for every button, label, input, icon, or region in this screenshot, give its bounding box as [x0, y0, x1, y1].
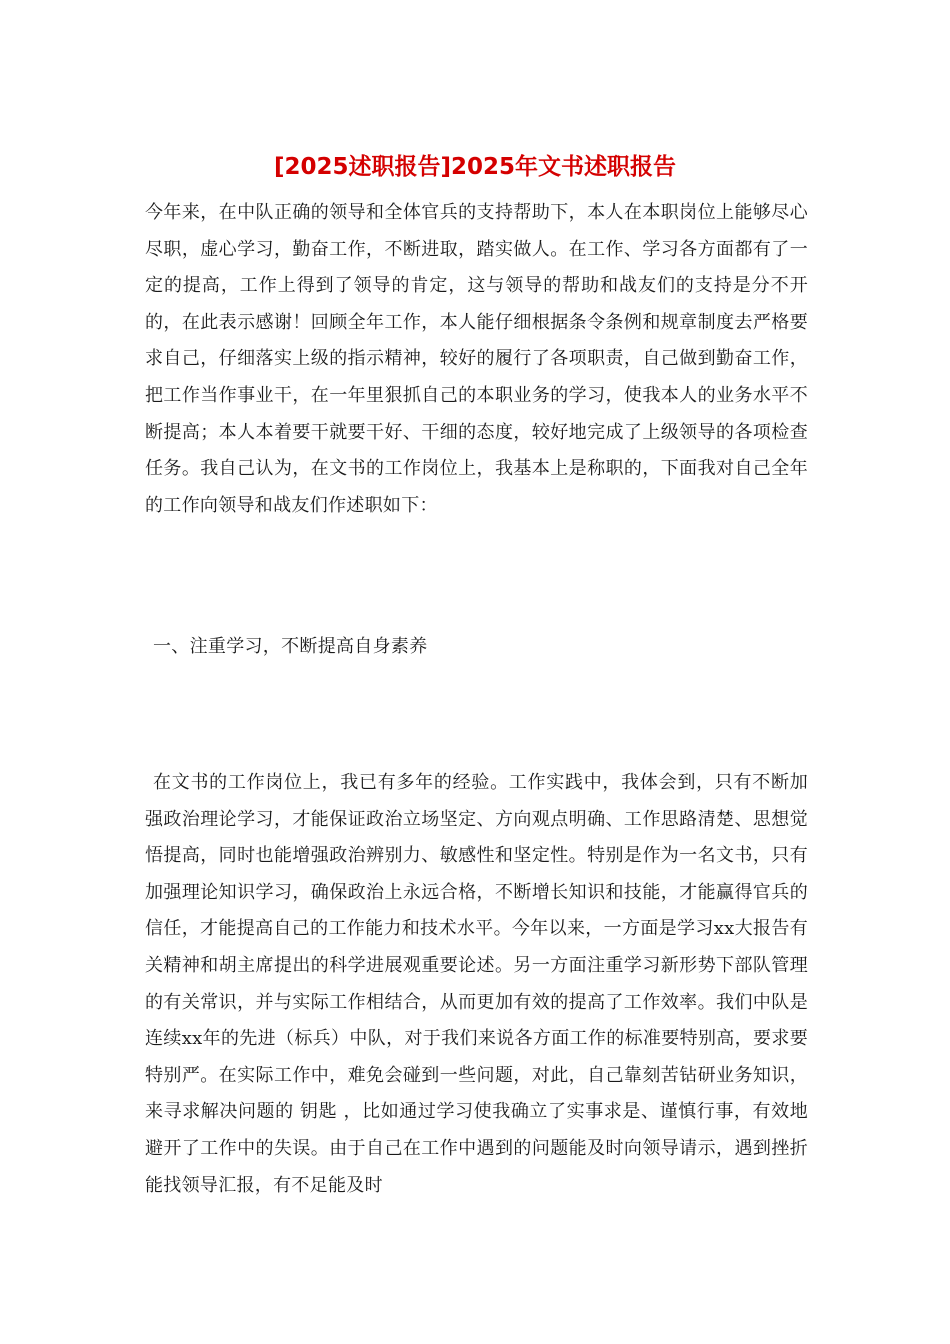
intro-paragraph: 今年来，在中队正确的领导和全体官兵的支持帮助下，本人在本职岗位上能够尽心尽职，虚心学习，勤奋工作，不断进取，踏实做人。在工作、学习各方面都有了一定的提高，工作上得到了领导的肯定，这与领导的帮助和战友们的支持是分不开的，在此表示感谢！回顾全年工作，本人能仔细根据条令条例和规章制度去严格要求自己，仔细落实上级的指示精神，较好的履行了各项职责，自己做到勤奋工作，把工作当作事业干，在一年里狠抓自己的本职业务的学习，使我本人的业务水平不断提高；本人本着要干就要干好、干细的态度，较好地完成了上级领导的各项检查任务。我自己认为，在文书的工作岗位上，我基本上是称职的，下面我对自己全年的工作向领导和战友们作述职如下： — [145, 202, 808, 516]
document-title: [2025述职报告]2025年文书述职报告 — [273, 154, 677, 180]
body-paragraph: 在文书的工作岗位上，我已有多年的经验。工作实践中，我体会到，只有不断加强政治理论学习，才能保证政治立场坚定、方向观点明确、工作思路清楚、思想觉悟提高，同时也能增强政治辨别力、敏感性和坚定性。特别是作为一名文书，只有加强理论知识学习，确保政治上永远合格，不断增长知识和技能，才能赢得官兵的信任，才能提高自己的工作能力和技术水平。今年以来，一方面是学习xx大报告有关精神和胡主席提出的科学进展观重要论述。另一方面注重学习新形势下部队管理的有关常识，并与实际工作相结合，从而更加有效的提高了工作效率。我们中队是连续xx年的先进（标兵）中队，对于我们来说各方面工作的标准要特别高，要求要特别严。在实际工作中，难免会碰到一些问题，对此，自己靠刻苦钻研业务知识，来寻求解决问题的 钥匙 ，比如通过学习使我确立了实事求是、谨慎行事，有效地避开了工作中的失误。由于自己在工作中遇到的问题能及时向领导请示，遇到挫折能找领导汇报，有不足能及时 — [145, 772, 808, 1196]
section-heading: 一、注重学习，不断提高自身素养 — [153, 636, 428, 657]
